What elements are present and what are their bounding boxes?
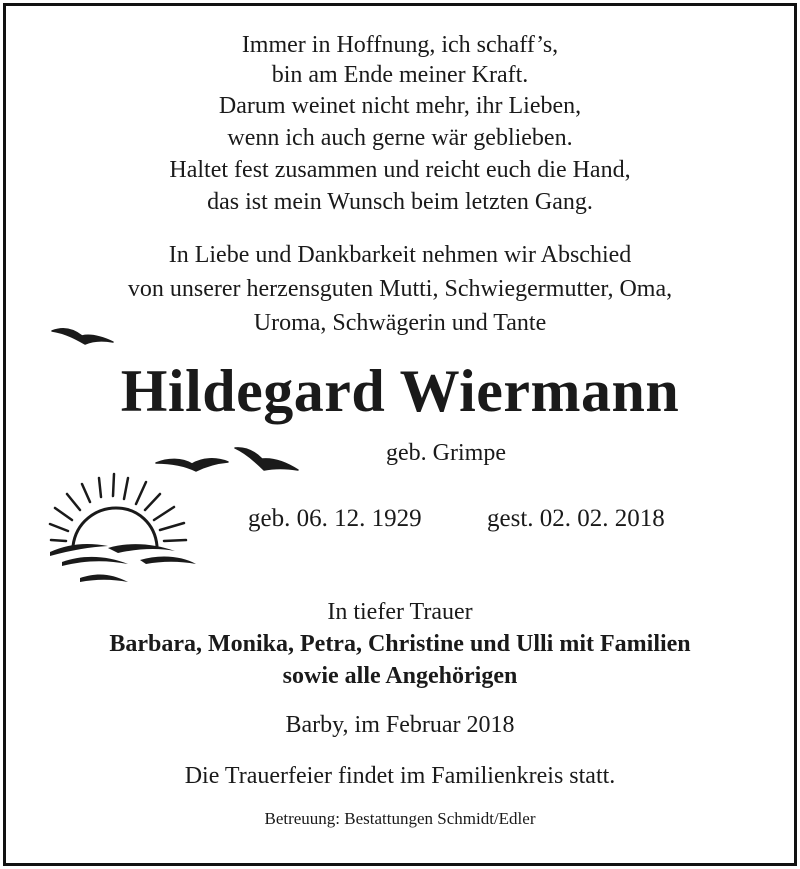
poem-line-1: Immer in Hoffnung, ich schaff’s, xyxy=(241,32,559,58)
intro-line-3: Uroma, Schwägerin und Tante xyxy=(253,310,547,336)
deceased-name: Hildegard Wiermann xyxy=(120,358,680,424)
ceremony-note: Die Trauerfeier findet im Familienkreis statt. xyxy=(184,763,616,789)
undertaker-note: Betreuung: Bestattungen Schmidt/Edler xyxy=(264,809,536,828)
maiden-name: geb. Grimpe xyxy=(386,440,506,466)
family-line-2: sowie alle Angehörigen xyxy=(282,663,518,689)
birth-date: geb. 06. 12. 1929 xyxy=(248,505,422,532)
poem-line-6: das ist mein Wunsch beim letzten Gang. xyxy=(207,189,593,215)
seagull-icon xyxy=(52,329,113,344)
death-date: gest. 02. 02. 2018 xyxy=(487,505,665,532)
family-line-1: Barbara, Monika, Petra, Christine und Ulli mit Familien xyxy=(109,631,691,657)
seagull-icon xyxy=(156,459,228,471)
intro-line-2: von unserer herzensguten Mutti, Schwiegermutter, Oma, xyxy=(127,276,673,302)
poem-line-3: Darum weinet nicht mehr, ihr Lieben, xyxy=(218,93,582,119)
poem-line-2: bin am Ende meiner Kraft. xyxy=(271,62,529,88)
place-date: Barby, im Februar 2018 xyxy=(285,712,515,738)
poem-line-4: wenn ich auch gerne wär geblieben. xyxy=(227,125,573,151)
mourning-intro: In tiefer Trauer xyxy=(327,599,473,625)
seagull-icon xyxy=(235,448,298,470)
intro-line-1: In Liebe und Dankbarkeit nehmen wir Abschied xyxy=(168,242,632,268)
poem-line-5: Haltet fest zusammen und reicht euch die Hand, xyxy=(169,157,631,183)
